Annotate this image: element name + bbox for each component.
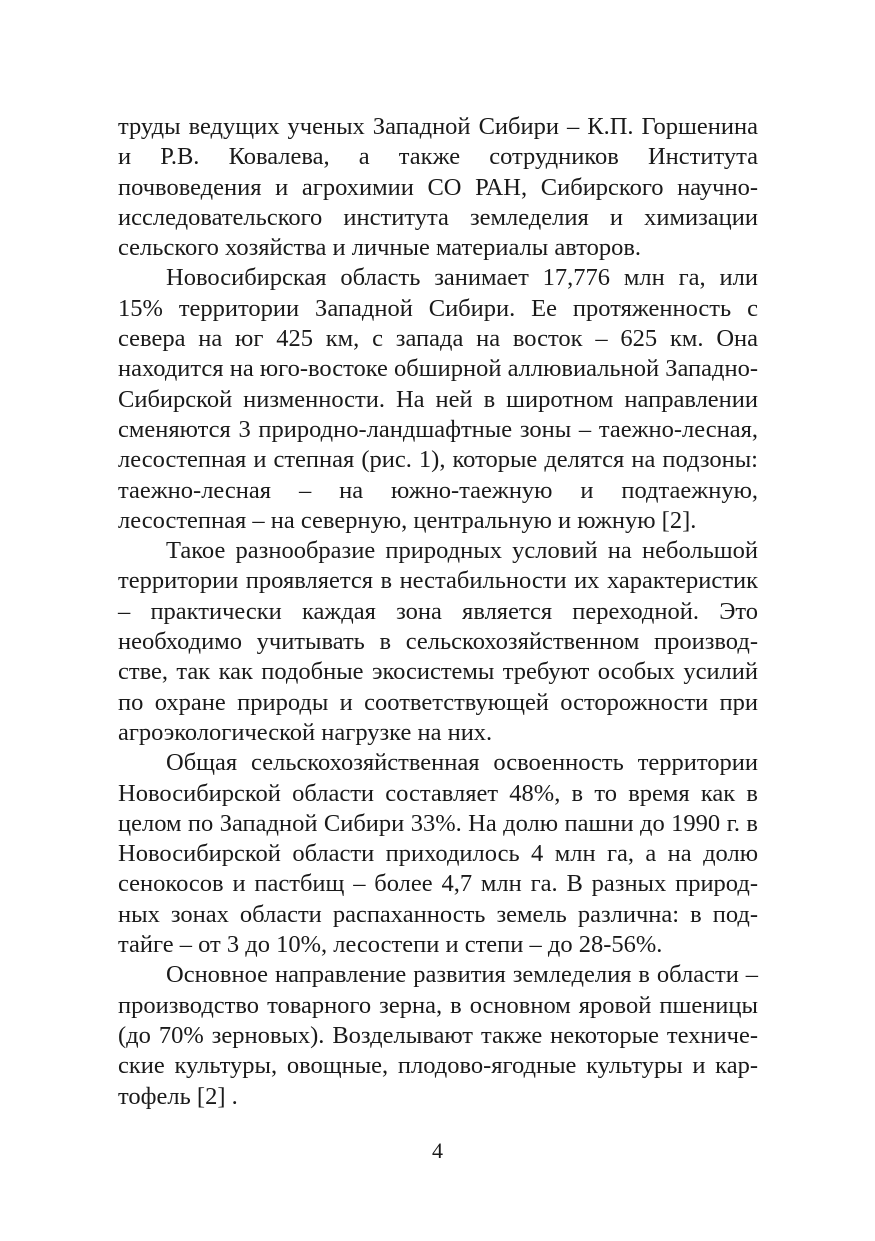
paragraph-continuation: труды ведущих ученых Западной Сибири – К.П. Горшенина и Р.В. Ковалева, а также сотрудников Института почвоведения и агрохимии СО РАН, Сибирского научно-исследовательского института земледелия и химизации сельского хозяйства и личные материалы авторов.: [118, 113, 758, 262]
page-number: 4: [432, 1138, 443, 1163]
paragraph-farming-direction: Основное направление развития земледелия в области – производство товарного зерна, в основном яровой пшеницы (до 70% зерновых). Возделывают также некоторые технические культуры, овощные, плодово-ягодные культуры и картофель [2] .: [118, 961, 758, 1110]
body-text: [118, 112, 758, 1112]
paragraph-region-overview: Новосибирская область занимает 17,776 млн га, или 15% территории Западной Сибири. Ее протяженность с севера на юг 425 км, с запада на восток – 625 км. Она находится на юго-востоке обширной аллювиальной Западно-Сибирской низменности. На ней в широтном направлении сменяются 3 природно-ландшафтные зоны – таежно-лесная, лесостепная и степная (рис. 1), которые делятся на подзоны: таежно-лесная – на южно-таежную и подтаежную, лесостепная – на северную, центральную и южную [2].: [118, 264, 758, 534]
paragraph-natural-conditions: Такое разнообразие природных условий на небольшой территории проявляется в нестабильности их характеристик – практически каждая зона является переходной. Это необходимо учитывать в сельскохозяйственном производстве, так как подобные экосистемы требуют особых усилий по охране природы и соответствующей осторожности при агроэкологической нагрузке на них.: [118, 537, 758, 746]
paragraph-agricultural-development: Общая сельскохозяйственная освоенность территории Новосибирской области составляет 48%, в то время как в целом по Западной Сибири 33%. На долю пашни до 1990 г. в Новосибирской области приходилось 4 млн га, а на долю сенокосов и пастбищ – более 4,7 млн га. В разных природных зонах области распаханность земель различна: в подтайге – от 3 до 10%, лесостепи и степи – до 28-56%.: [118, 749, 758, 959]
